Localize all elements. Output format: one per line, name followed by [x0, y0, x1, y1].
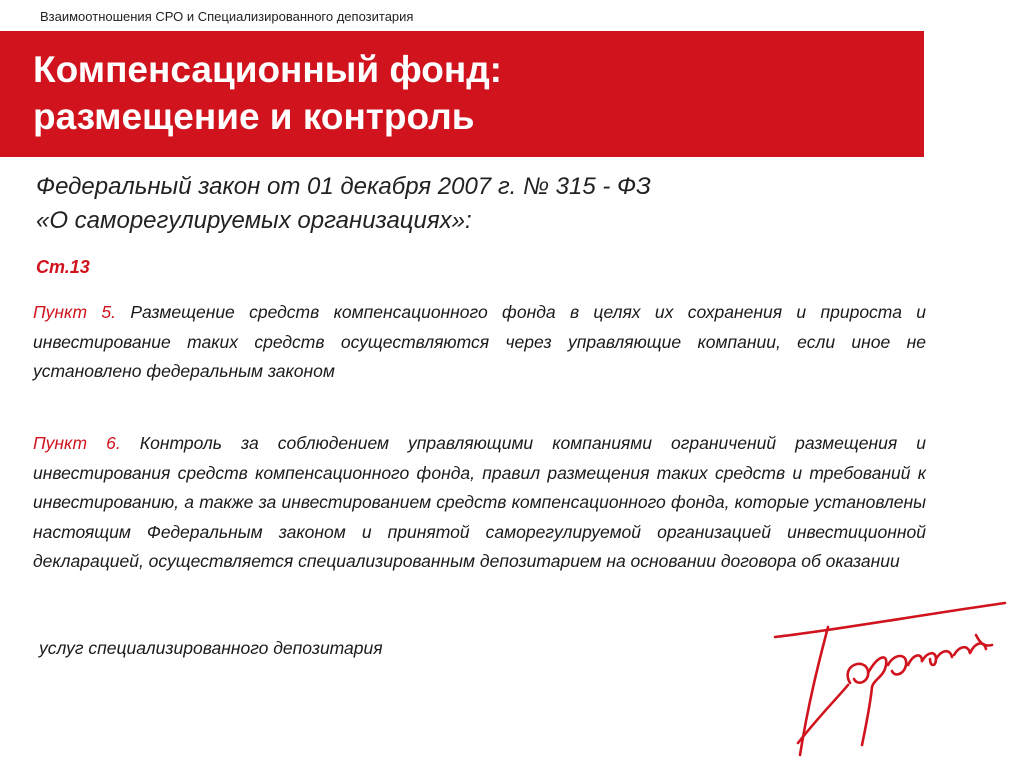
law-title-line-1: Федеральный закон от 01 декабря 2007 г. № 315 - ФЗ [36, 173, 651, 200]
slide-title [33, 46, 502, 140]
clause-5-label: Пункт 5. [33, 302, 117, 322]
article-number: Ст.13 [36, 257, 90, 277]
slide-title-line-2: размещение и контроль [33, 96, 475, 137]
law-title-line-2: «О саморегулируемых организациях»: [36, 207, 472, 234]
clause-6-text: Контроль за соблюдением управляющими компаниями ограничений размещения и инвестирования средств компенсационного фонда, правил размещения таких средств и требований к инвестированию, а также за инвестированием средств компенсационного фонда, которые установлены настоящим Федеральным законом и принятой саморегулируемой организацией инвестиционной декларацией, осуществляется специализированным депозитарием на основании договора об оказании [33, 433, 926, 571]
clause-5 [33, 298, 926, 387]
clause-6-tail: услуг специализированного депозитария [39, 638, 383, 658]
clause-6 [33, 429, 926, 577]
slide-caption: Взаимоотношения СРО и Специализированного депозитария [40, 9, 414, 24]
slide-title-line-1: Компенсационный фонд: [33, 49, 503, 90]
title-banner [0, 31, 924, 157]
garant-signature-logo [770, 595, 1015, 765]
law-reference [36, 170, 916, 238]
clause-5-text: Размещение средств компенсационного фонда в целях их сохранения и прироста и инвестирование таких средств осуществляются через управляющие компании, если иное не установлено федеральным законом [33, 302, 926, 381]
clause-6-label: Пункт 6. [33, 433, 121, 453]
